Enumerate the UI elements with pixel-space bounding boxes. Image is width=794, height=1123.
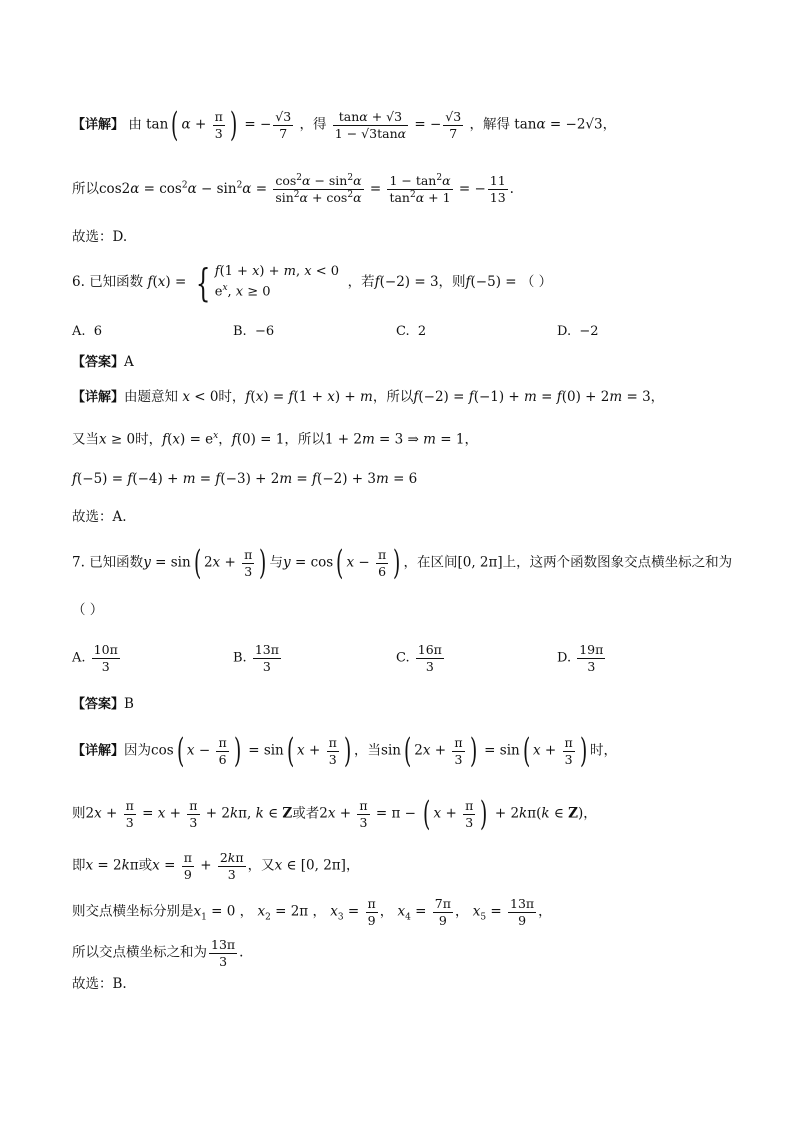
q7-detail-line-1: 【详解】因为cos( x − $\frac{\pi}{6}$ ) = sin( x + $\frac{\pi}{3}$ ) ，当sin( 2x + $\frac{\pi}{3}$ ) = sin( x + $\frac{\pi}{3}$ ) 时， bbox=[72, 731, 617, 771]
q7-stem: 7. 已知函数y = sin( 2x + $\frac{\pi}{3}$ ) 与y = cos( x − $\frac{\pi}{6}$ ) ，在区间[0, 2π]上，这两个函数图象交点横坐标之和为 bbox=[72, 543, 733, 583]
text: 即 bbox=[72, 857, 86, 874]
q7-detail-line-2: 则2x + $\frac{\pi}{3}$ = x + $\frac{\pi}{3}$ + 2kπ, k ∈ Z或者2x + $\frac{\pi}{3}$ = π − ( x + $\frac{\pi}{3}$ ) + 2kπ(k ∈ Z)， bbox=[72, 794, 597, 834]
q7-option-b: B. $\frac{13\pi}{3}$ bbox=[233, 642, 279, 674]
text: 由题意知 bbox=[124, 389, 179, 405]
q6-detail-line-1: 【详解】由题意知 x < 0时，f(x) = f(1 + x) + m，所以f(−2) = f(−1) + m = f(0) + 2m = 3， bbox=[72, 389, 665, 405]
q5-detail-line-1: 【详解】 由 tan( α + $\frac{\pi}{3}$ ) = − $\frac{√3}{7}$ ，得 $\frac{\tan\alpha + √3}{1 - √3\tan\alpha}$ = − $\frac{√3}{7}$ ，解得 tanα = −2√3， bbox=[72, 105, 617, 145]
text: ， bbox=[464, 431, 478, 448]
answer-value: B bbox=[124, 696, 134, 712]
fraction: $\frac{\pi}{6}$ bbox=[378, 546, 387, 579]
text: ，则 bbox=[438, 274, 466, 291]
text: ， bbox=[602, 116, 617, 133]
question-number: 7. bbox=[72, 554, 85, 571]
choose-label: 故选： bbox=[72, 509, 113, 525]
q6-answer bbox=[72, 356, 134, 370]
text: 或者 bbox=[292, 805, 320, 822]
choice-value: D. bbox=[112, 229, 128, 245]
text: 与 bbox=[269, 554, 284, 571]
text: 或 bbox=[138, 857, 153, 874]
q6-option-d: D. −2 bbox=[557, 324, 599, 339]
text: 时， bbox=[218, 389, 246, 405]
text: ， bbox=[583, 805, 597, 822]
text: . bbox=[509, 180, 514, 197]
text: 已知函数 bbox=[89, 554, 144, 571]
q7-detail-line-5: 所以交点横坐标之和为 $\frac{13\pi}{3}$ . bbox=[72, 937, 244, 969]
text: 时， bbox=[590, 742, 617, 759]
answer-value: A bbox=[124, 354, 134, 370]
text: ，所以 bbox=[284, 431, 325, 448]
text: 又当 bbox=[72, 431, 99, 448]
detail-label: 【详解】 bbox=[72, 117, 125, 133]
q7-answer bbox=[72, 698, 134, 712]
q5-detail-line-2: 所以$\cos 2\alpha = \cos^2\alpha - \sin^2\alpha$ = $\frac{\cos^2\alpha - \sin^2\alpha}{\sin^2\alpha + \cos^2\alpha}$ = $\frac{1 - \tan^2\alpha}{\tan^2\alpha + 1}$ = − $\frac{11}{13}$ . bbox=[72, 173, 514, 205]
text: （ ） bbox=[520, 274, 553, 291]
detail-label: 【详解】 bbox=[72, 743, 125, 759]
choose-label: 故选： bbox=[72, 229, 113, 245]
text: ，若 bbox=[347, 274, 375, 291]
question-number: 6. bbox=[72, 274, 85, 291]
text: ， bbox=[345, 857, 360, 874]
fraction: $\frac{\cos^2\alpha - \sin^2\alpha}{\sin^2\alpha + \cos^2\alpha}$ bbox=[275, 173, 362, 205]
fraction: $\frac{1 - \tan^2\alpha}{\tan^2\alpha + 1}$ bbox=[389, 173, 451, 205]
fraction: $\frac{√3}{7}$ bbox=[275, 108, 292, 141]
fraction: $\frac{\tan\alpha + √3}{1 - √3\tan\alpha}$ bbox=[334, 108, 407, 141]
answer-label: 【答案】 bbox=[72, 697, 125, 712]
fraction: $\frac{√3}{7}$ bbox=[445, 108, 462, 141]
text: 因为 bbox=[124, 742, 152, 759]
q7-choice bbox=[72, 978, 127, 992]
text: 所以 bbox=[72, 180, 99, 197]
choice-value: B. bbox=[112, 976, 127, 992]
q6-choice bbox=[72, 511, 127, 525]
text: . bbox=[239, 944, 244, 961]
fraction: $\frac{11}{13}$ bbox=[489, 173, 506, 205]
piecewise-cases: f(1 + x) + m, x < 0 $e^x$, x ≥ 0 bbox=[214, 264, 340, 300]
q6-stem: 6. 已知函数 f(x) = { f(1 + x) + m, x < 0 $e^x$, x ≥ 0 ，若f(−2) = 3，则f(−5) = （ ） bbox=[72, 260, 553, 305]
q7-option-a: A. $\frac{10\pi}{3}$ bbox=[72, 642, 118, 674]
text: ，在区间 bbox=[403, 554, 458, 571]
text: ， bbox=[218, 431, 232, 448]
q7-detail-line-3: 即x = 2kπ或x = $\frac{\pi}{9}$ + $\frac{2k\pi}{3}$ ，又x ∈ [0, 2π]， bbox=[72, 850, 360, 882]
q6-option-b: B. −6 bbox=[233, 324, 275, 339]
text: 则交点横坐标分别是 bbox=[72, 903, 194, 920]
q6-option-c: C. 2 bbox=[396, 324, 427, 339]
text: ，当 bbox=[354, 742, 382, 759]
q6-detail-line-2: 又当x ≥ 0时，$f(x) = e^x$，f(0) = 1，所以1 + 2m = 3 ⇒ m = 1， bbox=[72, 431, 478, 448]
choice-value: A. bbox=[112, 509, 127, 525]
text: ，解得 bbox=[469, 116, 511, 133]
q7-option-d: D. $\frac{19\pi}{3}$ bbox=[557, 642, 604, 674]
text: ，所以 bbox=[372, 389, 414, 405]
text: ，得 bbox=[299, 116, 327, 133]
text: 则 bbox=[72, 805, 86, 822]
text: 上，这两个函数图象交点横坐标之和为 bbox=[502, 554, 733, 571]
q7-detail-line-4: 则交点横坐标分别是$x_1 = 0$ ， $x_2 = 2\pi$ ， $x_3$ = $\frac{\pi}{9}$ ， $x_4$ = $\frac{7\pi}{9}$ ， $x_5$ = $\frac{13\pi}{9}$ ， bbox=[72, 896, 552, 928]
text: 时， bbox=[135, 431, 163, 448]
text: （ ） bbox=[72, 602, 104, 618]
q6-detail-line-3: f(−5) = f(−4) + m = f(−3) + 2m = f(−2) + 3m = 6 bbox=[72, 471, 418, 487]
text: 所以交点横坐标之和为 bbox=[72, 944, 207, 961]
answer-label: 【答案】 bbox=[72, 355, 125, 370]
text: 已知函数 bbox=[89, 274, 144, 291]
text: ， bbox=[650, 389, 665, 405]
q7-option-c: C. $\frac{16\pi}{3}$ bbox=[396, 642, 442, 674]
fraction: $\frac{\pi}{3}$ bbox=[244, 546, 253, 579]
text: ，又 bbox=[247, 857, 275, 874]
text: 由 bbox=[128, 116, 142, 133]
q5-choice bbox=[72, 231, 127, 245]
fraction: $\frac{\pi}{3}$ bbox=[214, 108, 223, 141]
choose-label: 故选： bbox=[72, 976, 113, 992]
q6-option-a: A. 6 bbox=[72, 324, 103, 339]
detail-label: 【详解】 bbox=[72, 390, 125, 405]
q7-stem-paren bbox=[72, 604, 103, 618]
